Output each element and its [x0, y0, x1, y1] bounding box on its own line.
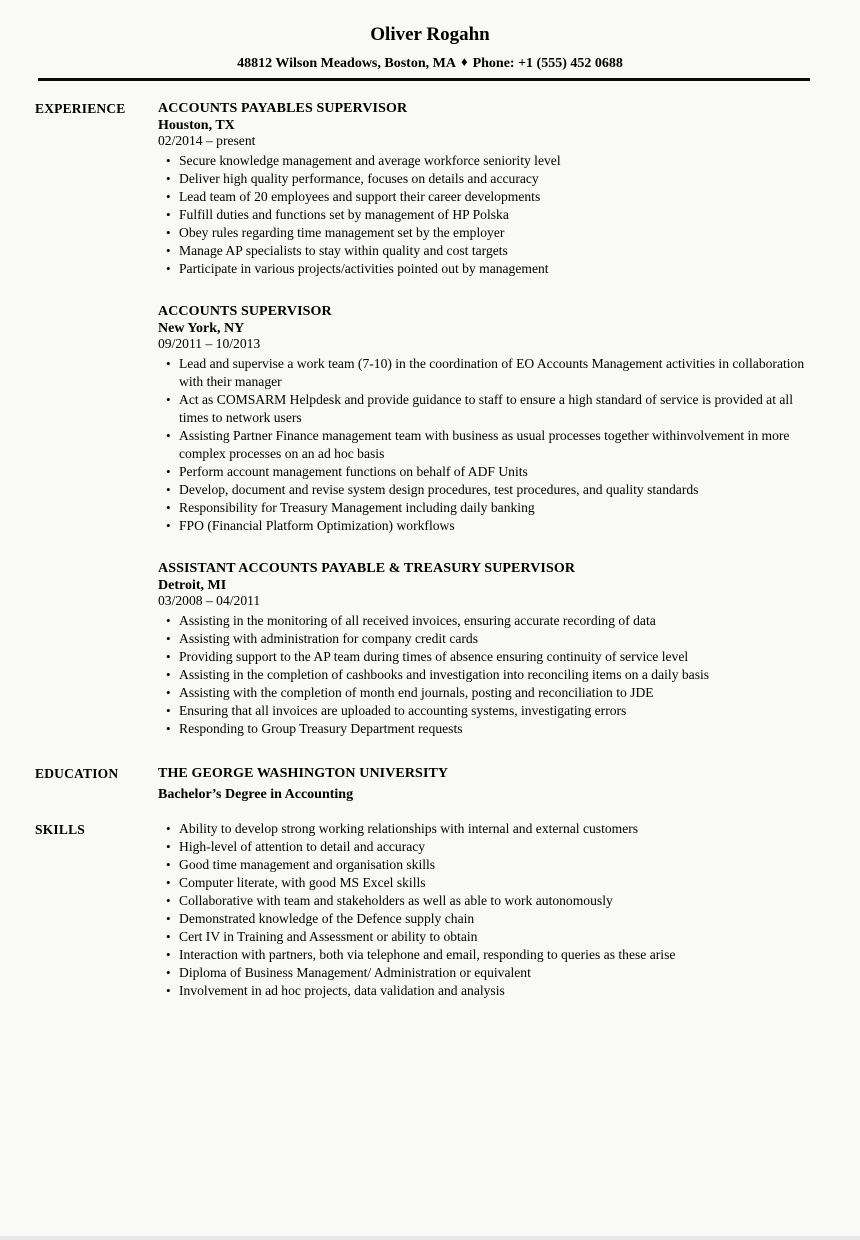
phone-text: Phone: +1 (555) 452 0688 [472, 56, 623, 71]
job-entry-accounts-payables-supervisor [158, 101, 812, 278]
job-entry-accounts-supervisor [158, 304, 812, 535]
education-content [158, 766, 812, 802]
education-section [35, 766, 812, 802]
bullet-item: • Assisting in the monitoring of all received invoices, ensuring accurate recording of data [158, 612, 812, 630]
bullet-item: • Diploma of Business Management/ Administration or equivalent [158, 964, 812, 982]
job-title: ASSISTANT ACCOUNTS PAYABLE & TREASURY SUPERVISOR [158, 561, 576, 576]
skills-content [158, 820, 812, 1000]
skills-section [35, 820, 812, 1000]
job-title: ACCOUNTS PAYABLES SUPERVISOR [158, 101, 408, 116]
bullet-item: • Ability to develop strong working relationships with internal and external customers [158, 820, 812, 838]
bullet-item: • Involvement in ad hoc projects, data validation and analysis [158, 982, 812, 1000]
job-location: Houston, TX [158, 118, 235, 133]
bullet-item: • Responsibility for Treasury Management including daily banking [158, 499, 812, 517]
bullet-item: • Providing support to the AP team during times of absence ensuring continuity of service level [158, 648, 812, 666]
experience-content [158, 101, 812, 738]
job-location: New York, NY [158, 321, 245, 336]
bullet-item: • Manage AP specialists to stay within quality and cost targets [158, 242, 812, 260]
bullet-item: • Secure knowledge management and average workforce seniority level [158, 152, 812, 170]
section-label-education: EDUCATION [35, 766, 119, 781]
job-location: Detroit, MI [158, 578, 227, 593]
experience-section [35, 101, 812, 738]
bullet-item: • Fulfill duties and functions set by management of HP Polska [158, 206, 812, 224]
job-bullet-list [158, 355, 812, 535]
address-text: 48812 Wilson Meadows, Boston, MA [237, 56, 456, 71]
job-title: ACCOUNTS SUPERVISOR [158, 304, 332, 319]
bullet-item: • Obey rules regarding time management set by the employer [158, 224, 812, 242]
person-name: Oliver Rogahn [370, 24, 490, 45]
bullet-item: • Responding to Group Treasury Department requests [158, 720, 812, 738]
job-dates: 03/2008 – 04/2011 [158, 593, 261, 608]
bullet-item: • Lead and supervise a work team (7-10) in the coordination of EO Accounts Management activities in collaboration with their manager [158, 355, 812, 391]
bullet-item: • Computer literate, with good MS Excel skills [158, 874, 812, 892]
job-dates: 09/2011 – 10/2013 [158, 336, 261, 351]
bullet-item: • Cert IV in Training and Assessment or ability to obtain [158, 928, 812, 946]
bullet-item: • Good time management and organisation skills [158, 856, 812, 874]
skills-bullet-list [158, 820, 812, 1000]
bullet-item: • High-level of attention to detail and accuracy [158, 838, 812, 856]
job-dates: 02/2014 – present [158, 133, 256, 148]
bullet-item: • Assisting in the completion of cashbooks and investigation into reconciling items on a daily basis [158, 666, 812, 684]
bullet-item: • Collaborative with team and stakeholders as well as able to work autonomously [158, 892, 812, 910]
bullet-item: • Perform account management functions on behalf of ADF Units [158, 463, 812, 481]
resume-body [0, 81, 860, 1000]
resume-header [0, 0, 860, 71]
job-entry-assistant-ap-treasury-supervisor [158, 561, 812, 738]
bullet-item: • Assisting with the completion of month end journals, posting and reconciliation to JDE [158, 684, 812, 702]
job-bullet-list [158, 152, 812, 278]
bullet-item: • Demonstrated knowledge of the Defence supply chain [158, 910, 812, 928]
school-name: THE GEORGE WASHINGTON UNIVERSITY [158, 766, 449, 781]
section-label-experience: EXPERIENCE [35, 101, 126, 116]
diamond-separator-icon: ♦ [460, 54, 468, 69]
bullet-item: • Ensuring that all invoices are uploaded to accounting systems, investigating errors [158, 702, 812, 720]
degree-name: Bachelor’s Degree in Accounting [158, 787, 354, 802]
bullet-item: • Develop, document and revise system design procedures, test procedures, and quality standards [158, 481, 812, 499]
bullet-item: • Interaction with partners, both via telephone and email, responding to queries as these arise [158, 946, 812, 964]
page-bottom-edge [0, 1236, 860, 1240]
section-label-skills: SKILLS [35, 822, 85, 837]
bullet-item: • Participate in various projects/activities pointed out by management [158, 260, 812, 278]
bullet-item: • Assisting with administration for company credit cards [158, 630, 812, 648]
bullet-item: • Deliver high quality performance, focuses on details and accuracy [158, 170, 812, 188]
bullet-item: • Lead team of 20 employees and support their career developments [158, 188, 812, 206]
bullet-item: • Act as COMSARM Helpdesk and provide guidance to staff to ensure a high standard of service is provided at all times to network users [158, 391, 812, 427]
bullet-item: • Assisting Partner Finance management team with business as usual processes together withinvolvement in more complex processes on an ad hoc basis [158, 427, 812, 463]
contact-line [0, 55, 860, 71]
bullet-item: • FPO (Financial Platform Optimization) workflows [158, 517, 812, 535]
job-bullet-list [158, 612, 812, 738]
